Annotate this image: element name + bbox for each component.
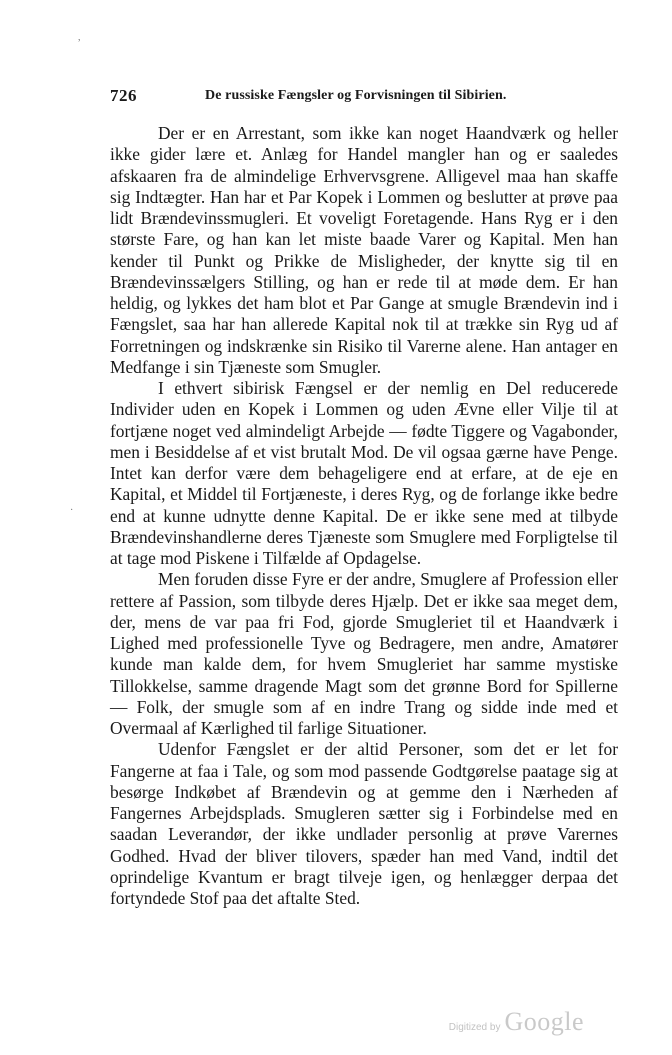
watermark-prefix: Digitized by	[448, 1022, 501, 1033]
paragraph-4: Udenfor Fængslet er der altid Personer, som det er let for Fangerne at faa i Tale, og som mod passende Godtgørelse paatage sig at besørge Indkøbet af Brændevin og at gemme den i Nærheden af Fangernes Arbejdsplads. Smugleren sætter sig i Forbindelse med en saadan Leverandør, der ikke undlader personlig at prøve Varernes Godhed. Hvad der bliver tilovers, spæder han med Vand, indtil det oprindelige Kvantum er bragt tilveje igen, og henlægger derpaa det fortyndede Stof paa det aftalte Sted.	[110, 739, 618, 908]
paragraph-1: Der er en Arrestant, som ikke kan noget Haandværk og heller ikke gider lære et. Anlæg for Handel mangler han og er saaledes afskaaren fra de almindelige Erhvervsgrene. Alligevel maa han skaffe sig Indtægter. Han har et Par Kopek i Lommen og beslutter at prøve paa lidt Brændevinssmugleri. Et voveligt Foretagende. Hans Ryg er i den største Fare, og han kan let miste baade Varer og Kapital. Men han kender til Punkt og Prikke de Misligheder, der knytte sig til en Brændevinssælgers Stilling, og han er rede til at møde dem. Er han heldig, og lykkes det ham blot et Par Gange at smugle Brændevin ind i Fængslet, saa har han allerede Kapital nok til at trække sin Ryg ud af Forretningen og indskrænke sin Risiko til Varerne alene. Han antager en Medfange i sin Tjæneste som Smugler.	[110, 123, 618, 377]
running-title: De russiske Fængsler og Forvisningen til Sibirien.	[205, 88, 507, 103]
paragraph-3: Men foruden disse Fyre er der andre, Smuglere af Profession eller rettere af Passion, som tilbyde deres Hjælp. Det er ikke saa meget dem, der, mens de var paa fri Fod, gjorde Smugleriet til et Haandværk i Lighed med professionelle Tyve og Bedragere, men andre, Amatører kunde man kalde dem, for hvem Smugleriet har samme mystiske Tillokkelse, samme dragende Magt som det grønne Bord for Spillerne — Folk, der smugle som af en indre Trang og sidde inde med et Overmaal af Kærlighed til farlige Situationer.	[110, 569, 618, 738]
scan-speck: ,	[78, 32, 81, 43]
page-header	[110, 86, 618, 108]
body-text	[110, 123, 618, 953]
google-logo: Google	[504, 1007, 584, 1036]
paragraph-2: I ethvert sibirisk Fængsel er der nemlig en Del reducerede Individer uden en Kopek i Lommen og uden Ævne eller Vilje til at fortjæne noget ved almindeligt Arbejde — fødte Tiggere og Vagabonder, men i Besiddelse af et vist brutalt Mod. De vil ogsaa gærne have Penge. Intet kan derfor være dem behageligere end at erfare, at de eje en Kapital, et Middel til Fortjæneste, i deres Ryg, og de forlange ikke bedre end at kunne udnytte denne Kapital. De er ikke sene med at tilbyde Brændevinshandlerne deres Tjæneste som Smuglere med Forpligtelse til at tage mod Piskene i Tilfælde af Opdagelse.	[110, 378, 618, 568]
scan-speck: ·	[70, 505, 74, 516]
digitized-watermark	[449, 1007, 584, 1037]
page-number: 726	[110, 86, 137, 105]
